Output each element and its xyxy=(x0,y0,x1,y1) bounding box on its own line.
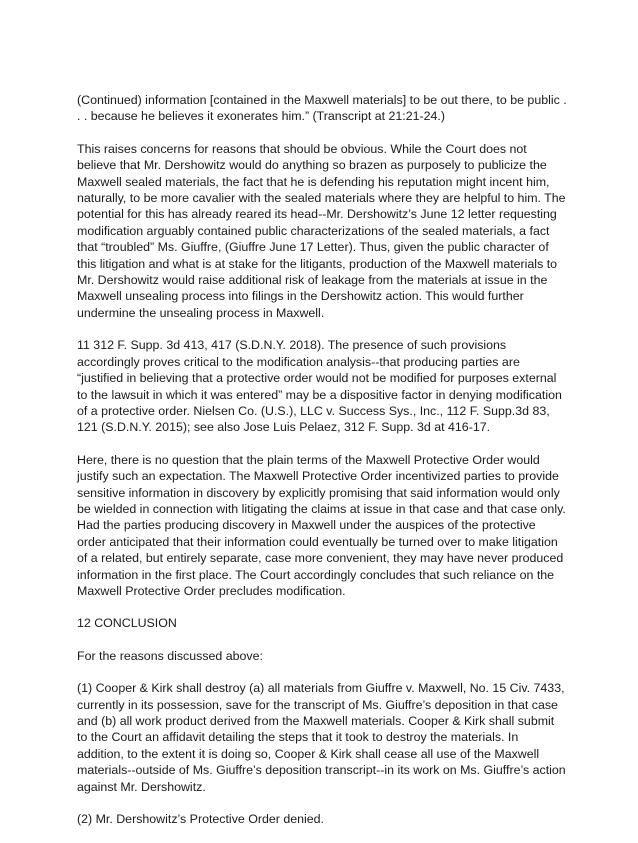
section-heading-conclusion: 12 CONCLUSION xyxy=(77,616,177,631)
paragraph-concerns: This raises concerns for reasons that should be obvious. While the Court does not believe that Mr. Dershowitz would do anything so brazen as purposely to publicize the Maxwell sealed materials, the fact that he is defending his reputation might incent him, naturally, to be more cavalier with the sealed materials where they are helpful to him. The potential for this has already reared its head--Mr. Dershowitz’s June 12 letter requesting modification arguably contained public characterizations of the sealed materials, a fact that “troubled” Ms. Giuffre, (Giuffre June 17 Letter). Thus, given the public character of this litigation and what is at stake for the litigants, production of the Maxwell materials to Mr. Dershowitz would raise additional risk of leakage from the materials at issue in the Maxwell unsealing process into filings in the Dershowitz action. This would further undermine the unsealing process in Maxwell. xyxy=(77,141,566,320)
order-item-1: (1) Cooper & Kirk shall destroy (a) all materials from Giuffre v. Maxwell, No. 15 Civ. 7433, currently in its possession, save for the transcript of Ms. Giuffre’s deposition in that case and (b) all work product derived from the Maxwell materials. Cooper & Kirk shall submit to the Court an affidavit detailing the steps that it took to destroy the materials. In addition, to the extent it is doing so, Cooper & Kirk shall cease all use of the Maxwell materials--outside of Ms. Giuffre’s deposition transcript--in its work on Ms. Giuffre’s action against Mr. Dershowitz. xyxy=(77,681,566,794)
document-page xyxy=(77,92,567,843)
paragraph-expectation: Here, there is no question that the plain terms of the Maxwell Protective Order would justify such an expectation. The Maxwell Protective Order incentivized parties to provide sensitive information in discovery by explicitly promising that said information would only be wielded in connection with litigating the claims at issue in that case and that case only. Had the parties producing discovery in Maxwell under the auspices of the protective order anticipated that their information could eventually be turned over to make litigation of a related, but entirely separate, case more convenient, they may have never produced information in the first place. The Court accordingly concludes that such reliance on the Maxwell Protective Order precludes modification. xyxy=(77,452,566,598)
paragraph-intro: For the reasons discussed above: xyxy=(77,648,263,663)
paragraph-continued-quote: (Continued) information [contained in the Maxwell materials] to be out there, to be public . . . because he believes it exonerates him.” (Transcript at 21:21-24.) xyxy=(77,93,567,124)
order-item-2: (2) Mr. Dershowitz’s Protective Order denied. xyxy=(77,812,324,827)
paragraph-footnote-11: 11 312 F. Supp. 3d 413, 417 (S.D.N.Y. 2018). The presence of such provisions accordingly proves critical to the modification analysis--that producing parties are “justified in believing that a protective order would not be modified for purposes external to the lawsuit in which it was entered” may be a dispositive factor in denying modification of a protective order. Nielsen Co. (U.S.), LLC v. Success Sys., Inc., 112 F. Supp.3d 83, 121 (S.D.N.Y. 2015); see also Jose Luis Pelaez, 312 F. Supp. 3d at 416-17. xyxy=(77,338,562,435)
